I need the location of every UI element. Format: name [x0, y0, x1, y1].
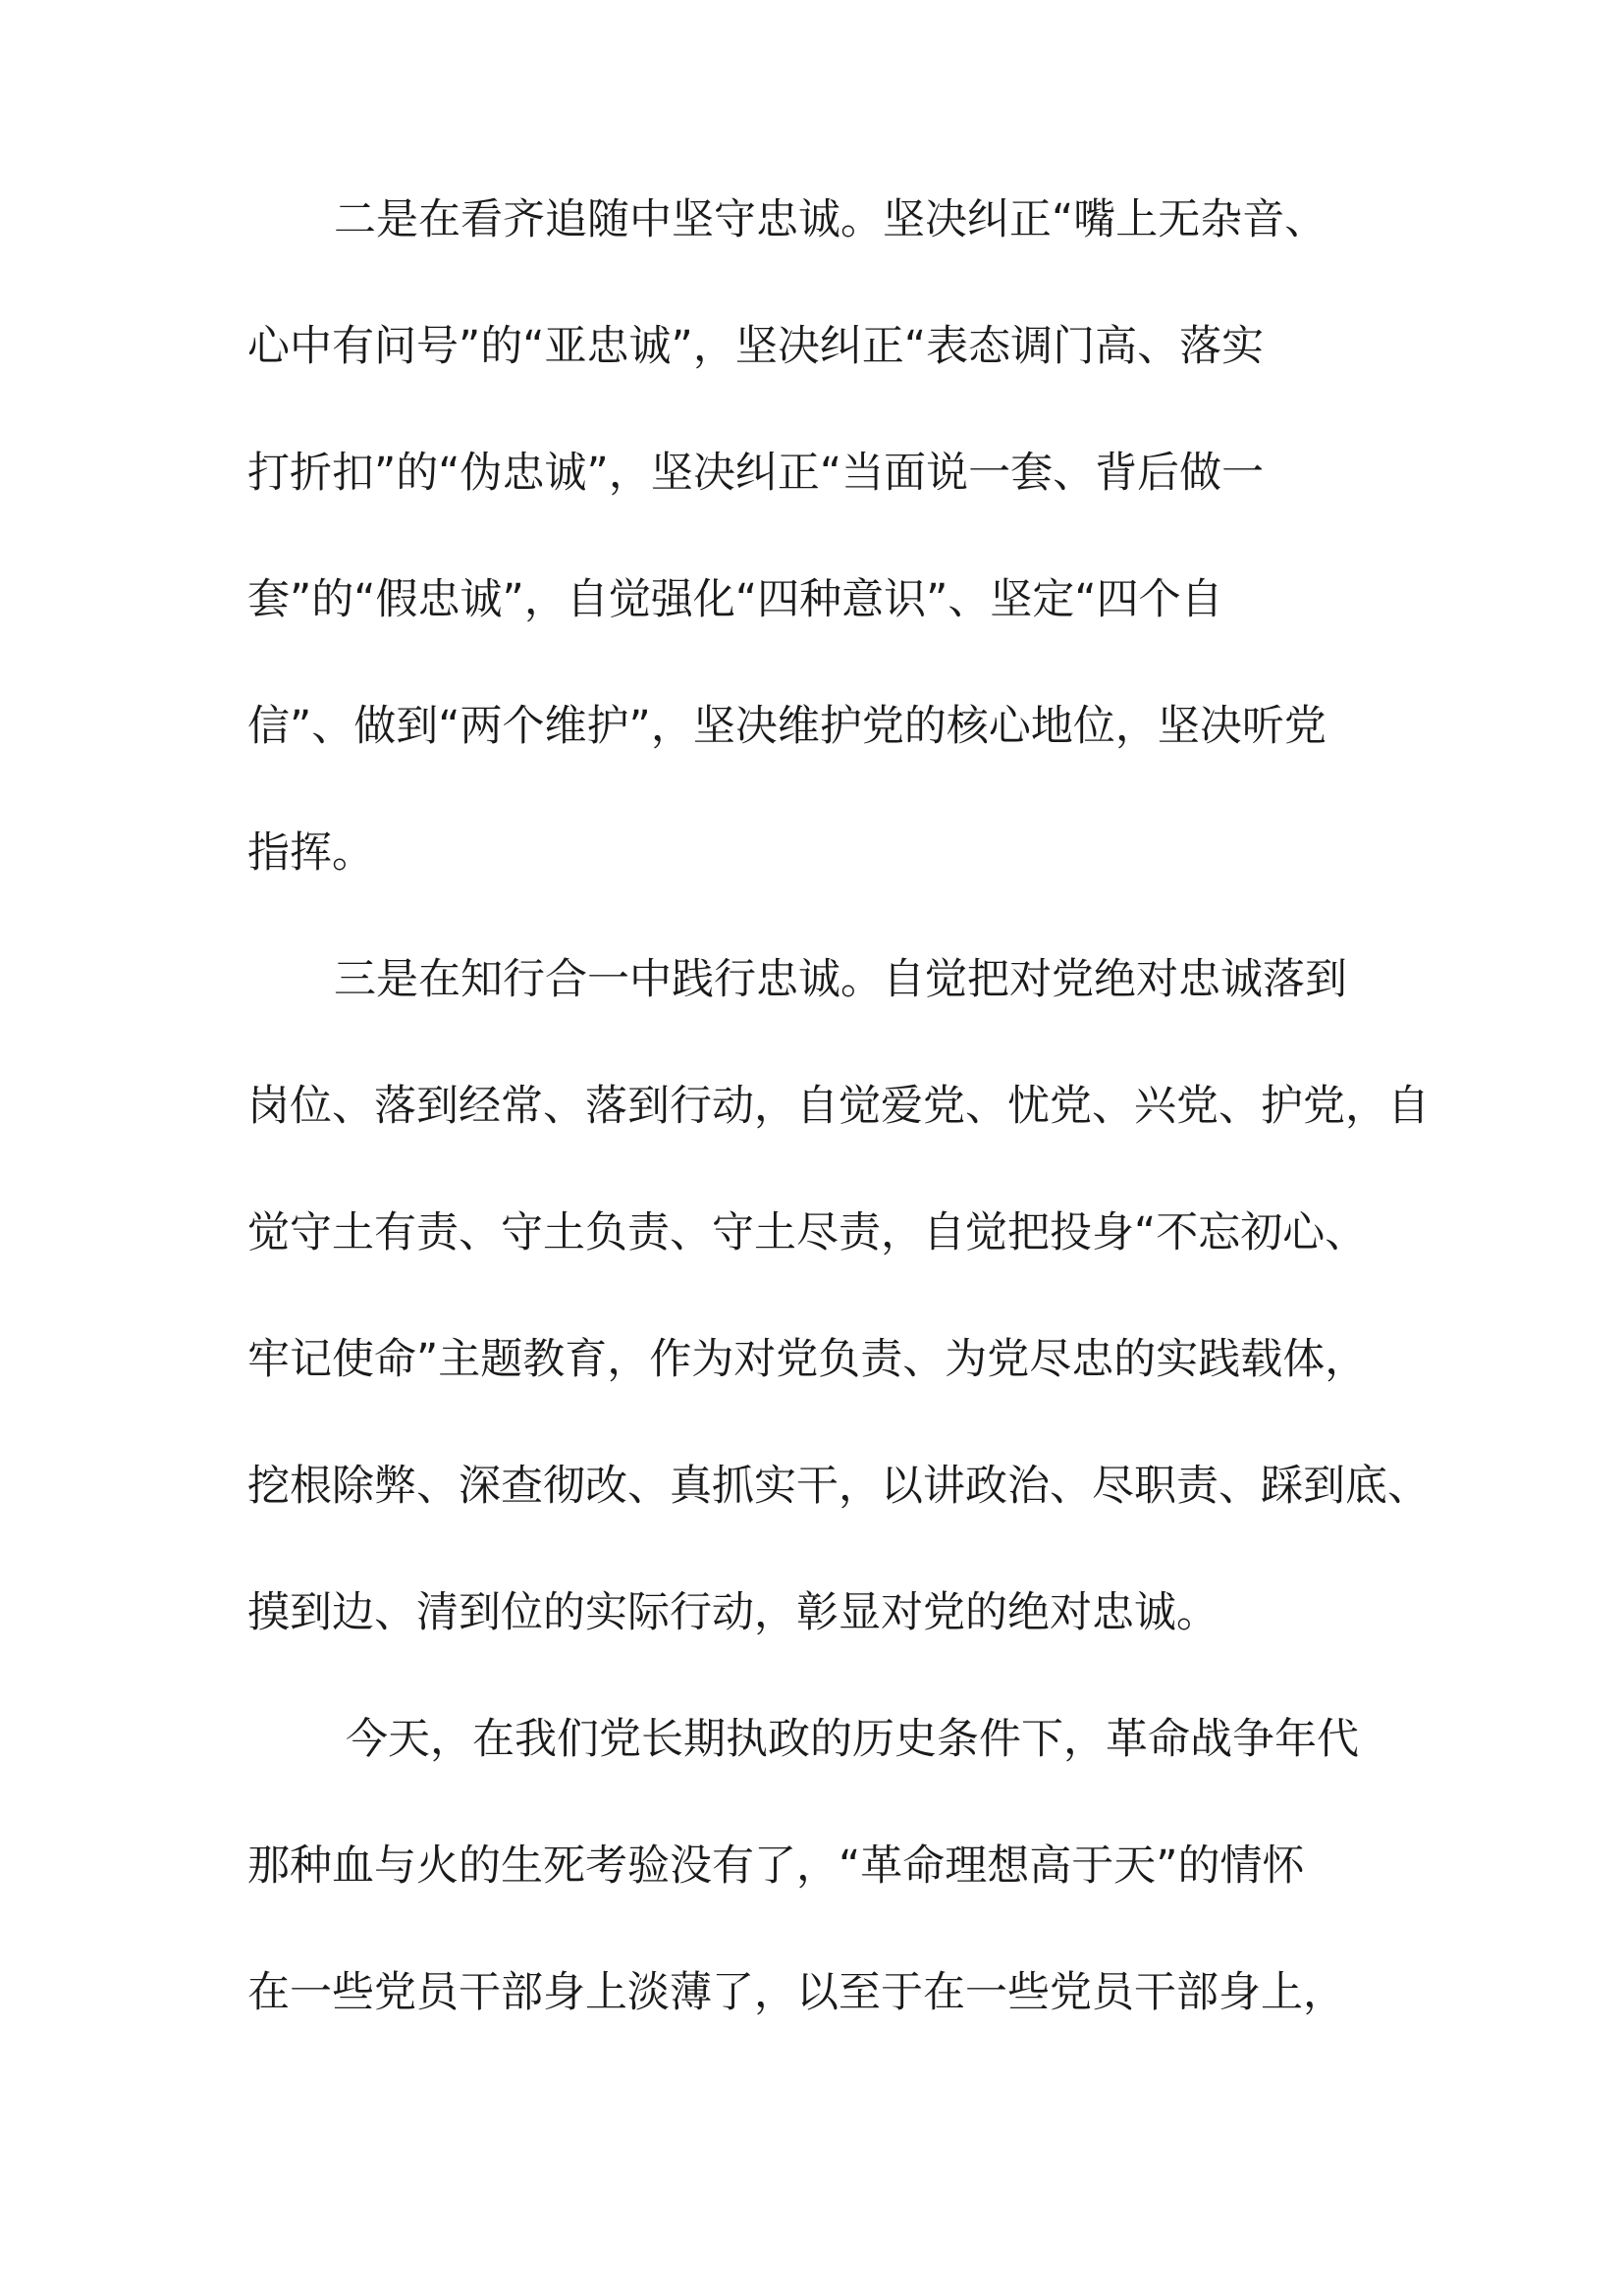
paragraph-line: 心中有问号”的“亚忠诚”，坚决纠正“表态调门高、落实	[247, 322, 1265, 371]
paragraph-loyalty-practice	[247, 917, 1430, 1677]
paragraph-line: 牢记使命”主题教育，作为对党负责、为党尽忠的实践载体，	[247, 1335, 1368, 1384]
paragraph-line: 套”的“假忠诚”，自觉强化“四种意识”、坚定“四个自	[247, 575, 1223, 624]
paragraph-line: 挖根除弊、深查彻改、真抓实干，以讲政治、尽职责、踩到底、	[247, 1462, 1430, 1511]
paragraph-line: 觉守土有责、守土负责、守土尽责，自觉把投身“不忘初心、	[247, 1208, 1368, 1257]
paragraph-line: 今天，在我们党长期执政的历史条件下，革命战争年代	[346, 1715, 1359, 1764]
paragraph-line: 信”、做到“两个维护”，坚决维护党的核心地位，坚决听党	[247, 702, 1326, 751]
paragraph-loyalty-following	[247, 157, 1377, 917]
paragraph-line: 岗位、落到经常、落到行动，自觉爱党、忧党、兴党、护党，自	[247, 1082, 1430, 1131]
paragraph-line: 摸到边、清到位的实际行动，彰显对党的绝对忠诚。	[247, 1588, 1218, 1637]
paragraph-line: 指挥。	[247, 828, 374, 878]
paragraph-today	[247, 1677, 1377, 2056]
paragraph-line: 打折扣”的“伪忠诚”，坚决纠正“当面说一套、背后做一	[247, 449, 1265, 498]
paragraph-line: 二是在看齐追随中坚守忠诚。坚决纠正“嘴上无杂音、	[334, 195, 1327, 244]
paragraph-line: 在一些党员干部身上淡薄了，以至于在一些党员干部身上，	[247, 1968, 1345, 2017]
paragraph-line: 那种血与火的生死考验没有了，“革命理想高于天”的情怀	[247, 1842, 1305, 1891]
paragraph-line: 三是在知行合一中践行忠诚。自觉把对党绝对忠诚落到	[334, 955, 1347, 1004]
